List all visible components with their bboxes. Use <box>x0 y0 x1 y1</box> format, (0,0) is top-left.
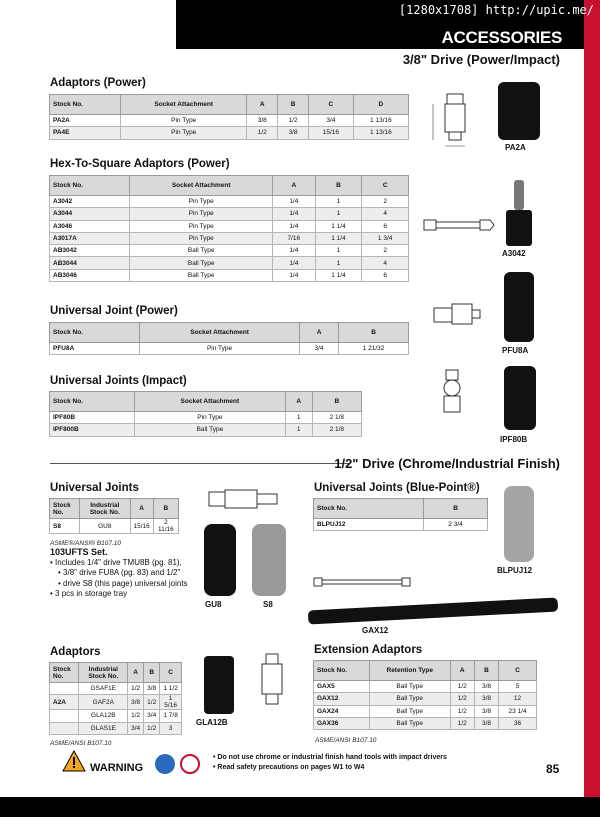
table-row <box>50 220 409 232</box>
table-cell: 1 7/8 <box>160 710 182 722</box>
table-cell: GAX24 <box>314 705 370 717</box>
section-title-hex-adaptors: Hex-To-Square Adaptors (Power) <box>50 158 230 170</box>
table-row <box>50 232 409 244</box>
table-cell: 1/2 <box>450 717 474 729</box>
gu8-image <box>204 524 236 596</box>
table-cell: 5 <box>499 681 537 693</box>
column-header: Stock No. <box>50 392 135 412</box>
column-header: Stock No. <box>50 323 140 343</box>
table-cell: 3/4 <box>144 710 160 722</box>
table-cell: Pin Type <box>130 220 273 232</box>
table-cell: Ball Type <box>369 717 450 729</box>
table-row <box>314 705 537 717</box>
column-header: B <box>315 176 362 196</box>
table-cell: GLAS1E <box>79 722 128 734</box>
drive-38-title: 3/8" Drive (Power/Impact) <box>402 52 560 67</box>
set-bullet: • Includes 1/4" drive TMU8B (pg. 81), <box>50 558 188 569</box>
table-cell: Pin Type <box>121 115 247 127</box>
drive-12-title: 1/2" Drive (Chrome/Industrial Finish) <box>334 456 560 471</box>
section-title-adaptors-power: Adaptors (Power) <box>50 77 146 89</box>
table-cell: Ball Type <box>369 681 450 693</box>
product-label-gax12: GAX12 <box>362 626 389 635</box>
table-cell: 1/2 <box>278 115 309 127</box>
table-cell: 23 1/4 <box>499 705 537 717</box>
section-title-uj-impact: Universal Joints (Impact) <box>50 375 187 387</box>
table-cell: 1/4 <box>272 220 315 232</box>
section-title-uj: Universal Joints <box>50 482 139 494</box>
column-header: Stock No. <box>314 499 424 519</box>
set-bullet-text: drive S8 (this page) universal joints <box>63 578 188 588</box>
set-bullet <box>50 568 188 579</box>
product-label-pfu8a: PFU8A <box>502 346 529 355</box>
table-cell: 1 <box>315 257 362 269</box>
column-header: A <box>130 499 153 519</box>
table-cell: Ball Type <box>369 693 450 705</box>
table-row <box>50 127 409 139</box>
column-header: A <box>300 323 339 343</box>
table-cell: Ball Type <box>369 705 450 717</box>
column-header: B <box>144 663 160 683</box>
table-cell: GLA12B <box>79 710 128 722</box>
warning-notes <box>213 753 447 773</box>
product-label-gu8: GU8 <box>205 600 222 609</box>
column-header: Stock No. <box>50 499 80 519</box>
table-cell: 1 1/4 <box>315 269 362 281</box>
footer-text: [1280x1708] http://upic.me/ <box>398 3 594 17</box>
warning-note: • Read safety precautions on pages W1 to W4 <box>213 764 365 771</box>
extension-diagram <box>312 572 412 592</box>
uj-half-diagram <box>205 484 285 514</box>
table-cell: Pin Type <box>130 196 273 208</box>
uj-power-diagram <box>430 296 485 331</box>
table-cell: 1 13/16 <box>353 115 408 127</box>
eye-protection-icon <box>155 754 175 774</box>
table-cell: Pin Type <box>130 208 273 220</box>
table-cell: AB3046 <box>50 269 130 281</box>
column-header: Socket Attachment <box>134 392 285 412</box>
column-header: A <box>285 392 312 412</box>
table-cell: A2A <box>50 695 79 710</box>
table-row <box>314 693 537 705</box>
adaptor-diagram <box>425 88 485 153</box>
gla12b-image <box>204 656 234 714</box>
table-cell: Pin Type <box>130 232 273 244</box>
table-cell: 2 <box>362 245 409 257</box>
section-title-uj-power: Universal Joint (Power) <box>50 305 178 317</box>
table-cell: 1 13/16 <box>353 127 408 139</box>
table-cell: 1/2 <box>247 127 278 139</box>
table-cell: 1 3/4 <box>362 232 409 244</box>
table-cell: 1 5/16 <box>160 695 182 710</box>
a3042-shaft-image <box>514 180 524 210</box>
table-cell: 1/4 <box>272 245 315 257</box>
table-row <box>50 722 182 734</box>
table-cell: 1 <box>315 208 362 220</box>
table-cell: Pin Type <box>140 343 300 355</box>
table-cell: IPF800B <box>50 424 135 436</box>
table-cell: 1 21/32 <box>339 343 409 355</box>
column-header: B <box>312 392 361 412</box>
column-header: Industrial Stock No. <box>79 663 128 683</box>
column-header: Stock No. <box>50 176 130 196</box>
table-cell: 3/4 <box>309 115 354 127</box>
table-cell: 15/16 <box>309 127 354 139</box>
pfu8a-image <box>504 272 534 342</box>
table-extension-adaptors <box>313 660 537 730</box>
table-row <box>50 424 362 436</box>
column-header: C <box>362 176 409 196</box>
table-cell: 1 1/4 <box>315 232 362 244</box>
product-label-pa2a: PA2A <box>505 143 526 152</box>
table-cell: 3/4 <box>300 343 339 355</box>
table-cell: 2 11/16 <box>153 519 178 534</box>
column-header: B <box>339 323 409 343</box>
table-row <box>50 710 182 722</box>
table-cell: 3/8 <box>278 127 309 139</box>
table-cell: 2 1/8 <box>312 412 361 424</box>
table-hex-adaptors <box>49 175 409 282</box>
table-cell: 3/4 <box>128 722 144 734</box>
warning-note: • Do not use chrome or industrial finish hand tools with impact drivers <box>213 754 447 761</box>
table-cell: Ball Type <box>134 424 285 436</box>
column-header: A <box>272 176 315 196</box>
table-cell: A3046 <box>50 220 130 232</box>
table-row <box>50 245 409 257</box>
no-impact-icon <box>180 754 200 774</box>
table-cell: 1 <box>315 245 362 257</box>
table-cell: 1 <box>285 424 312 436</box>
table-cell: AB3044 <box>50 257 130 269</box>
product-label-s8: S8 <box>263 600 273 609</box>
table-cell: GAX12 <box>314 693 370 705</box>
table-cell: 36 <box>499 717 537 729</box>
table-cell <box>50 683 79 695</box>
table-cell: 1/4 <box>272 208 315 220</box>
side-accent-bar <box>584 0 600 797</box>
set-bullet <box>50 579 188 590</box>
table-cell: AB3042 <box>50 245 130 257</box>
table-cell: 1 <box>285 412 312 424</box>
table-cell: 3 <box>160 722 182 734</box>
product-label-ipf80b: IPF80B <box>500 435 528 444</box>
warning-icon <box>62 750 86 772</box>
table-row <box>50 269 409 281</box>
asme-note: ASME/ANSI B107.10 <box>315 737 377 744</box>
column-header: B <box>424 499 488 519</box>
table-cell: A3044 <box>50 208 130 220</box>
table-row <box>50 257 409 269</box>
a3042-image <box>506 210 532 246</box>
asme-note: ASME/ANSI B107.10 <box>50 740 112 747</box>
page-title: ACCESSORIES <box>441 28 562 47</box>
table-cell: 12 <box>499 693 537 705</box>
column-header: C <box>309 95 354 115</box>
section-divider <box>50 463 350 464</box>
product-label-gla12b: GLA12B <box>196 718 228 727</box>
table-cell: GU8 <box>80 519 130 534</box>
set-title: 103UFTS Set. <box>50 547 108 557</box>
table-cell: 3/8 <box>474 705 498 717</box>
table-cell <box>50 722 79 734</box>
column-header: A <box>247 95 278 115</box>
column-header: Stock No. <box>50 663 79 683</box>
table-cell: 4 <box>362 257 409 269</box>
table-row <box>50 519 179 534</box>
table-cell: 1/2 <box>450 705 474 717</box>
column-header: C <box>160 663 182 683</box>
column-header: Stock No. <box>50 95 121 115</box>
table-cell: GAF2A <box>79 695 128 710</box>
hex-adaptor-diagram <box>422 210 497 240</box>
table-cell: 1/4 <box>272 269 315 281</box>
column-header: A <box>128 663 144 683</box>
table-cell: 15/16 <box>130 519 153 534</box>
set-info <box>50 547 188 600</box>
table-row <box>50 343 409 355</box>
table-uj <box>49 498 179 534</box>
table-cell: 1/2 <box>128 710 144 722</box>
table-cell: Ball Type <box>130 257 273 269</box>
section-title-adaptors: Adaptors <box>50 646 101 658</box>
uj-impact-diagram <box>432 368 472 418</box>
product-label-blpuj12: BLPUJ12 <box>497 566 533 575</box>
table-cell: PFU8A <box>50 343 140 355</box>
column-header: C <box>499 661 537 681</box>
table-cell: 3/8 <box>128 695 144 710</box>
table-row <box>50 695 182 710</box>
table-cell: 4 <box>362 208 409 220</box>
table-cell: 6 <box>362 220 409 232</box>
table-cell: IPF80B <box>50 412 135 424</box>
table-row <box>50 412 362 424</box>
table-cell: GAX36 <box>314 717 370 729</box>
table-cell: GSAF1E <box>79 683 128 695</box>
table-cell: PA4E <box>50 127 121 139</box>
table-cell: 1/4 <box>272 196 315 208</box>
table-cell <box>50 710 79 722</box>
table-cell: 6 <box>362 269 409 281</box>
table-cell: 2 3/4 <box>424 519 488 531</box>
table-cell: 7/16 <box>272 232 315 244</box>
table-row <box>50 208 409 220</box>
table-adaptors <box>49 662 182 735</box>
table-cell: 3/8 <box>474 717 498 729</box>
section-title-extension: Extension Adaptors <box>314 644 423 656</box>
table-cell: GAX5 <box>314 681 370 693</box>
ipf80b-image <box>504 366 536 430</box>
section-title-uj-bluepoint: Universal Joints (Blue-Point®) <box>314 482 480 494</box>
table-uj-power <box>49 322 409 355</box>
column-header: Socket Attachment <box>130 176 273 196</box>
column-header: B <box>153 499 178 519</box>
column-header: Socket Attachment <box>140 323 300 343</box>
table-row <box>50 683 182 695</box>
column-header: Stock No. <box>314 661 370 681</box>
warning-label: WARNING <box>90 762 144 774</box>
table-cell: Ball Type <box>130 245 273 257</box>
table-cell: 1/2 <box>450 693 474 705</box>
asme-note: ASME®/ANSI® B107.10 <box>50 540 121 547</box>
table-row <box>50 196 409 208</box>
blpuj12-image <box>504 486 534 562</box>
set-bullet: • 3 pcs in storage tray <box>50 589 188 600</box>
column-header: B <box>278 95 309 115</box>
column-header: Industrial Stock No. <box>80 499 130 519</box>
table-row <box>50 115 409 127</box>
table-cell: 1/4 <box>272 257 315 269</box>
s8-image <box>252 524 286 596</box>
table-uj-bluepoint <box>313 498 488 531</box>
footer-bar <box>0 797 600 817</box>
table-cell: 1 1/2 <box>160 683 182 695</box>
table-cell: A3042 <box>50 196 130 208</box>
table-cell: 1/2 <box>450 681 474 693</box>
table-cell: BLPUJ12 <box>314 519 424 531</box>
table-row <box>314 681 537 693</box>
table-cell: Pin Type <box>121 127 247 139</box>
table-cell: PA2A <box>50 115 121 127</box>
table-cell: A3017A <box>50 232 130 244</box>
adaptor-half-diagram <box>252 650 292 720</box>
set-bullet-text: 3/8" drive FU8A (pg. 83) and 1/2" <box>63 568 181 577</box>
table-cell: 1/2 <box>128 683 144 695</box>
table-adaptors-power <box>49 94 409 140</box>
table-cell: 3/8 <box>474 681 498 693</box>
column-header: A <box>450 661 474 681</box>
product-label-a3042: A3042 <box>502 249 526 258</box>
column-header: Retention Type <box>369 661 450 681</box>
table-uj-impact <box>49 391 362 437</box>
column-header: B <box>474 661 498 681</box>
table-row <box>314 717 537 729</box>
table-cell: 2 1/8 <box>312 424 361 436</box>
table-cell: Ball Type <box>130 269 273 281</box>
column-header: Socket Attachment <box>121 95 247 115</box>
page-number: 85 <box>546 762 560 776</box>
table-cell: 1 1/4 <box>315 220 362 232</box>
table-cell: S8 <box>50 519 80 534</box>
table-cell: 2 <box>362 196 409 208</box>
pa2a-image <box>498 82 540 140</box>
table-cell: 1/2 <box>144 722 160 734</box>
table-cell: 1 <box>315 196 362 208</box>
table-row <box>314 519 488 531</box>
table-cell: Pin Type <box>134 412 285 424</box>
table-cell: 3/8 <box>474 693 498 705</box>
table-cell: 1/2 <box>144 695 160 710</box>
table-cell: 3/8 <box>144 683 160 695</box>
column-header: D <box>353 95 408 115</box>
table-cell: 3/8 <box>247 115 278 127</box>
